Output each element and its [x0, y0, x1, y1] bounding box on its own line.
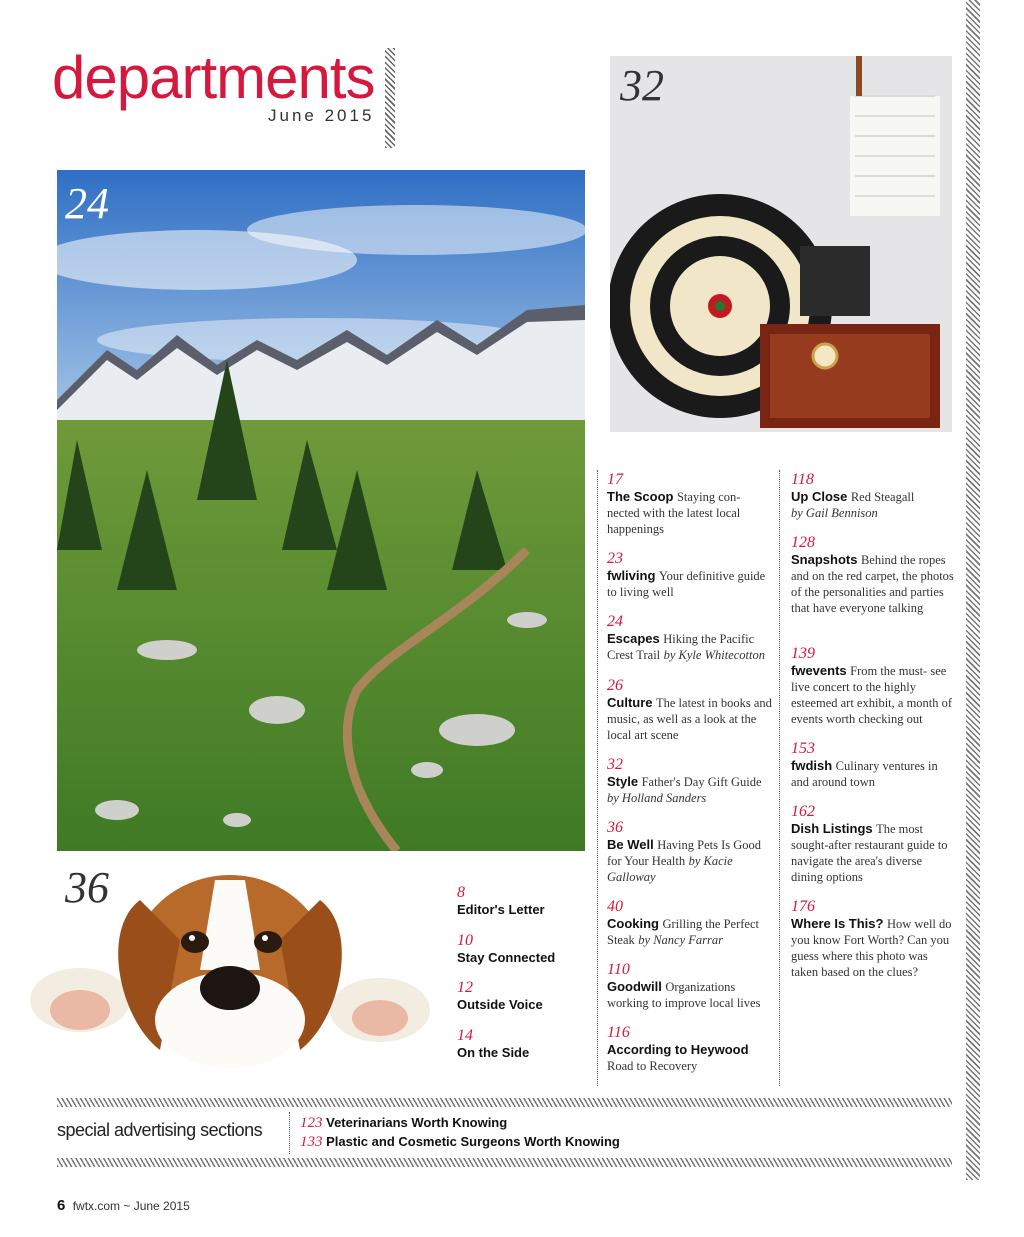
- list-item[interactable]: [457, 979, 587, 1013]
- item-description: Father's Day Gift Guide: [641, 775, 762, 789]
- item-title: Outside Voice: [457, 997, 543, 1012]
- item-title: Dish Listings: [791, 821, 873, 836]
- column-divider: [779, 470, 780, 1086]
- item-title: Snapshots: [791, 552, 858, 567]
- item-title: Veterinarians Worth Knowing: [326, 1115, 508, 1130]
- page-number: 36: [607, 819, 623, 836]
- item-title: Be Well: [607, 837, 654, 852]
- section-border-bottom: [57, 1158, 952, 1167]
- page-number: 23: [607, 550, 623, 567]
- list-item[interactable]: [791, 740, 956, 790]
- title-divider: [385, 48, 395, 148]
- list-item[interactable]: [607, 898, 772, 948]
- list-item[interactable]: [457, 884, 587, 918]
- item-title: Goodwill: [607, 979, 662, 994]
- item-title: Style: [607, 774, 639, 789]
- folio-number: 6: [57, 1197, 66, 1214]
- item-description: Your definitive guide to living well: [607, 569, 766, 599]
- item-title: fwevents: [791, 663, 847, 678]
- page-number: 118: [791, 471, 814, 488]
- mountain-page-number: 24: [65, 179, 109, 228]
- special-divider: [289, 1112, 290, 1154]
- page-number: 14: [457, 1027, 473, 1044]
- item-title: The Scoop: [607, 489, 674, 504]
- page-number: 110: [607, 961, 630, 978]
- page-number: 12: [457, 979, 473, 996]
- issue-date: June 2015: [268, 106, 375, 125]
- list-item[interactable]: [607, 1024, 772, 1074]
- list-item[interactable]: [607, 756, 772, 806]
- item-description: Red Steagall: [850, 490, 915, 504]
- page-number: 139: [791, 645, 815, 662]
- page-number: 26: [607, 677, 623, 694]
- item-title: fwdish: [791, 758, 833, 773]
- item-description: From the must- see live concert to the highly esteemed art exhibit, a month of events worth checking out: [791, 664, 953, 726]
- item-description: The latest in books and music, as well as a look at the local art scene: [607, 696, 772, 742]
- page-number: 123: [300, 1115, 323, 1131]
- page-number: 32: [607, 756, 623, 773]
- list-item[interactable]: [607, 677, 772, 743]
- item-title: On the Side: [457, 1045, 530, 1060]
- item-byline: by Nancy Farrar: [638, 933, 723, 947]
- dog-page-number: 36: [65, 863, 109, 912]
- mountain-illustration: [57, 170, 585, 851]
- item-description: The most sought-after restaurant guide to navigate the area's diverse dining options: [791, 822, 948, 884]
- page-number: 176: [791, 898, 815, 915]
- page-number: 133: [300, 1134, 323, 1150]
- list-item[interactable]: [791, 534, 956, 616]
- list-item[interactable]: [457, 1027, 587, 1061]
- dog-photo[interactable]: [10, 860, 440, 1070]
- right-edge-border: [966, 0, 980, 1180]
- mountain-photo[interactable]: [57, 170, 585, 851]
- page-number: 17: [607, 471, 623, 488]
- item-description: How well do you know Fort Worth? Can you guess where this photo was taken based on the clues?: [791, 917, 952, 979]
- item-title: Culture: [607, 695, 653, 710]
- list-item[interactable]: [607, 613, 772, 663]
- page-number: 8: [457, 884, 465, 901]
- item-title: Plastic and Cosmetic Surgeons Worth Knowing: [326, 1134, 620, 1149]
- list-item[interactable]: [791, 645, 956, 727]
- item-description: Behind the ropes and on the red carpet, the photos of the personalities and parties that have everyone talking: [791, 553, 954, 615]
- item-byline: by Holland Sanders: [607, 791, 707, 805]
- page-title: departments: [52, 44, 375, 111]
- list-item[interactable]: [607, 471, 772, 537]
- gift-illustration: [610, 56, 952, 432]
- item-description: Hiking the Pacific Crest Trail: [607, 632, 755, 662]
- list-item[interactable]: [607, 550, 772, 600]
- item-byline: by Gail Bennison: [791, 506, 878, 520]
- page-number: 10: [457, 932, 473, 949]
- item-title: Where Is This?: [791, 916, 884, 931]
- special-item[interactable]: [300, 1134, 620, 1151]
- special-sections-label: special advertising sections: [57, 1120, 263, 1140]
- footer-text: fwtx.com ~ June 2015: [72, 1199, 190, 1213]
- page-number: 153: [791, 740, 815, 757]
- section-border-top: [57, 1098, 952, 1107]
- page-number: 162: [791, 803, 815, 820]
- products-page-number: 32: [620, 61, 664, 110]
- item-title: Stay Connected: [457, 950, 556, 965]
- list-item[interactable]: [791, 803, 956, 885]
- list-item[interactable]: [607, 961, 772, 1011]
- item-title: Cooking: [607, 916, 659, 931]
- item-title: Up Close: [791, 489, 848, 504]
- item-title: According to Heywood: [607, 1042, 749, 1057]
- gift-products-photo[interactable]: [610, 56, 952, 432]
- item-title: Editor's Letter: [457, 902, 545, 917]
- item-description: Having Pets Is Good for Your Health: [607, 838, 762, 868]
- page-number: 116: [607, 1024, 630, 1041]
- item-description: Staying con- nected with the latest local happenings: [607, 490, 741, 536]
- item-description: Grilling the Perfect Steak: [607, 917, 759, 947]
- item-byline: by Kacie Galloway: [607, 854, 733, 884]
- list-item[interactable]: [791, 898, 956, 980]
- page-footer: [57, 1197, 190, 1214]
- item-description: Culinary ventures in and around town: [791, 759, 938, 789]
- list-item[interactable]: [791, 471, 956, 521]
- page-number: 40: [607, 898, 623, 915]
- special-item[interactable]: [300, 1115, 507, 1132]
- item-title: fwliving: [607, 568, 656, 583]
- column-divider: [597, 470, 598, 1086]
- item-description: Road to Recovery: [607, 1059, 698, 1073]
- page-number: 128: [791, 534, 815, 551]
- item-description: Organizations working to improve local lives: [607, 980, 761, 1010]
- list-item[interactable]: [457, 932, 587, 966]
- list-item[interactable]: [607, 819, 772, 885]
- item-title: Escapes: [607, 631, 660, 646]
- item-byline: by Kyle Whitecotton: [663, 648, 765, 662]
- page-number: 24: [607, 613, 623, 630]
